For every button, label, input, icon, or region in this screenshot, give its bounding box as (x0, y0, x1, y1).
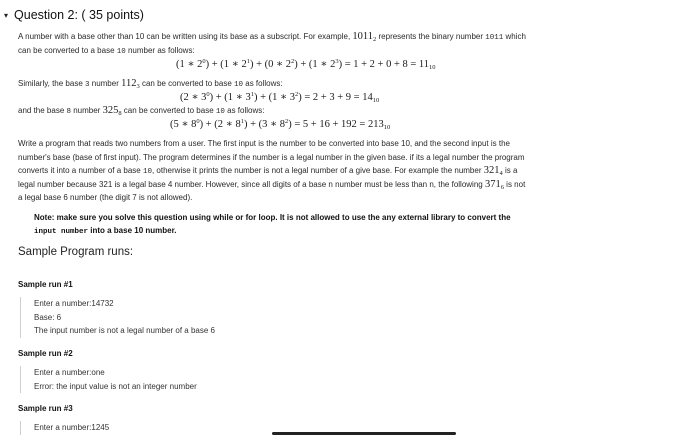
intro-line-2: can be converted to a base 10 number as follows: (18, 46, 195, 56)
program-desc-line-4: legal number because 321 is a legal base 4 number. However, since all digits of a base n number must be less than n, the following $371_6$ is not (18, 179, 526, 191)
sample-run-3-title: Sample run #3 (18, 404, 73, 413)
intro-text: A number with a base other than 10 can be written using its base as a subscript. For example, (18, 32, 353, 41)
question-title: Question 2: ( 35 points) (14, 8, 144, 22)
sample-run-2-output (20, 366, 197, 393)
base8-number: $325_8$ (102, 105, 122, 117)
base3-number: $112_3$ (121, 78, 140, 90)
run-line: Enter a number:one (34, 368, 105, 377)
run-line: Enter a number:14732 (34, 299, 114, 308)
note-line-2: input number into a base 10 number. (34, 226, 177, 236)
code-1011: 1011 (485, 34, 504, 42)
sample-run-1-title: Sample run #1 (18, 280, 73, 289)
question-header[interactable] (4, 8, 144, 22)
example-number: $1011_2$ (352, 31, 377, 43)
run-line: Enter a number:1245 (34, 423, 110, 432)
program-desc-line-1: Write a program that reads two numbers from a user. The first input is the number to be converted into base 10, and the second input is the (18, 139, 510, 148)
equation-base3: (2 ∗ $3^0) + (1$ ∗ $3^1) + (1$ ∗ $3^2) = 2 + 3 + 9 = 14_{10}$ (180, 91, 380, 104)
base8-line: and the base 8 number $325_8$ can be converted to base 10 as follows: (18, 105, 265, 117)
equation-binary: (1 ∗ $2^0) + (1$ ∗ $2^1) + (0$ ∗ $2^2) + (1$ ∗ $2^3) = 1 + 2 + 0 + 8 = 11_{10}$ (176, 58, 436, 71)
program-desc-line-5: a legal base 6 number (the digit 7 is not allowed). (18, 193, 193, 202)
equation-base8: (5 ∗ $8^0) + (2$ ∗ $8^1) + (3$ ∗ $8^2) = 5 + 16 + 192 = 213_{10}$ (170, 118, 391, 131)
sample-run-3-output (20, 421, 109, 435)
program-desc-line-3: converts it into a number of a base 10, otherwise it prints the number is not a legal number of a give base. For example the number $321_4$ is a (18, 165, 518, 177)
intro-line-1: A number with a base other than 10 can be written using its base as a subscript. For example, $1011_2$ represents the binary number 1011 which (18, 31, 526, 43)
note-line-1: Note: make sure you solve this question using while or for loop. It is not allowed to use the any external library to convert the (34, 213, 511, 222)
example-321-base4: $321_4$ (483, 165, 503, 177)
horizontal-scrollbar[interactable] (272, 432, 456, 435)
sample-run-2-title: Sample run #2 (18, 349, 73, 358)
example-371-base6: $371_6$ (484, 179, 504, 191)
sample-runs-heading: Sample Program runs: (18, 246, 134, 258)
run-line: Base: 6 (34, 312, 62, 322)
sample-run-1-output (20, 297, 215, 338)
run-line: The input number is not a legal number of a base 6 (34, 326, 215, 335)
similarly-line: Similarly, the base 3 number $112_3$ can be converted to base 10 as follows: (18, 78, 283, 90)
program-desc-line-2: number's base (base of first input). The program determines if the number is a legal number in the given base. if its a legal number the program (18, 153, 525, 162)
collapse-caret-icon[interactable]: ▾ (4, 10, 9, 20)
run-line: Error: the input value is not an integer number (34, 381, 197, 391)
